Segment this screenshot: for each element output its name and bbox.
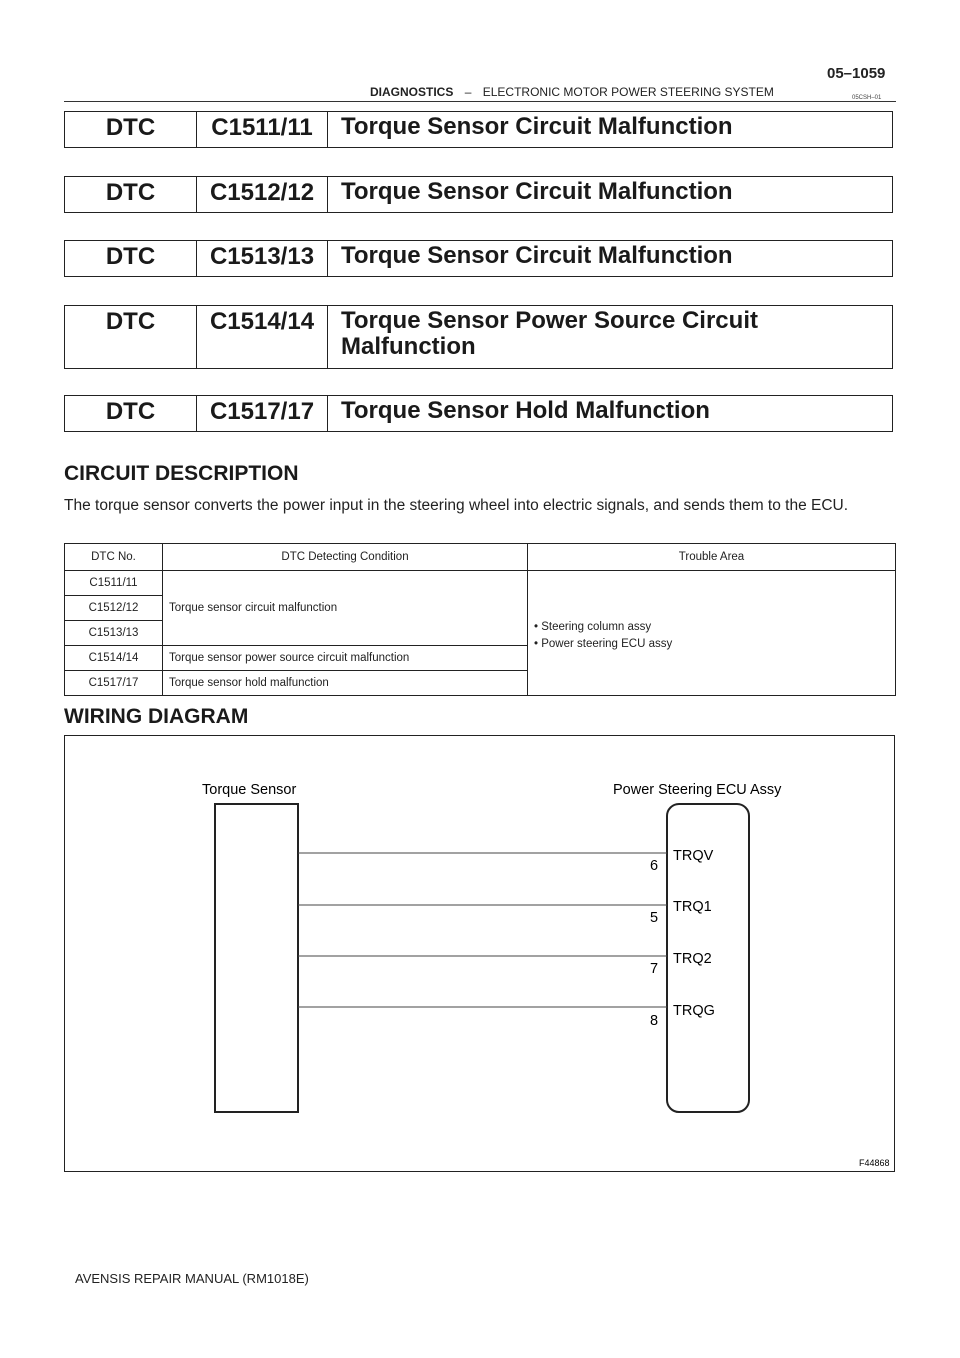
dtc-code: C1514/14 bbox=[197, 306, 328, 368]
dtc-prefix: DTC bbox=[65, 306, 197, 368]
doc-id: 05CSH–01 bbox=[852, 95, 882, 101]
dtc-title-box bbox=[64, 176, 893, 213]
dtc-no-cell: C1511/11 bbox=[65, 571, 163, 596]
dtc-no-cell: C1512/12 bbox=[65, 596, 163, 621]
col-header-condition: DTC Detecting Condition bbox=[163, 544, 528, 571]
dtc-code: C1513/13 bbox=[197, 241, 328, 276]
dtc-title: Torque Sensor Circuit Malfunction bbox=[341, 178, 733, 205]
dtc-title-line2: Malfunction bbox=[341, 333, 476, 360]
dtc-title-box bbox=[64, 305, 893, 369]
dtc-code: C1517/17 bbox=[197, 396, 328, 431]
header-subsection: ELECTRONIC MOTOR POWER STEERING SYSTEM bbox=[482, 85, 774, 99]
pin-number: 7 bbox=[650, 961, 659, 977]
condition-cell: Torque sensor circuit malfunction bbox=[163, 571, 528, 646]
trouble-area-item: • Power steering ECU assy bbox=[534, 638, 673, 650]
table-header-row bbox=[65, 544, 896, 571]
dtc-no-cell: C1513/13 bbox=[65, 621, 163, 646]
running-header bbox=[370, 85, 774, 99]
pin-number: 6 bbox=[650, 858, 659, 874]
dtc-no-cell: C1517/17 bbox=[65, 671, 163, 696]
dtc-code: C1512/12 bbox=[197, 177, 328, 212]
dtc-no-cell: C1514/14 bbox=[65, 646, 163, 671]
dtc-code: C1511/11 bbox=[197, 112, 328, 147]
wiring-diagram-heading: WIRING DIAGRAM bbox=[64, 705, 249, 728]
ecu-label: Power Steering ECU Assy bbox=[613, 782, 782, 798]
header-separator: – bbox=[464, 85, 472, 99]
page-number: 05–1059 bbox=[827, 65, 886, 82]
dtc-prefix: DTC bbox=[65, 396, 197, 431]
condition-cell: Torque sensor hold malfunction bbox=[163, 671, 528, 696]
pin-name: TRQG bbox=[673, 1003, 715, 1019]
wiring-diagram-svg bbox=[65, 736, 894, 1171]
figure-id: F44868 bbox=[859, 1158, 890, 1168]
dtc-prefix: DTC bbox=[65, 241, 197, 276]
dtc-title: Torque Sensor Circuit Malfunction bbox=[341, 242, 733, 269]
col-header-dtc-no: DTC No. bbox=[65, 544, 163, 571]
dtc-title-line1: Torque Sensor Power Source Circuit bbox=[341, 307, 758, 334]
header-rule bbox=[64, 101, 896, 102]
dtc-title-box bbox=[64, 111, 893, 148]
circuit-description-heading: CIRCUIT DESCRIPTION bbox=[64, 462, 299, 485]
dtc-title-box bbox=[64, 395, 893, 432]
trouble-area-item: • Steering column assy bbox=[534, 621, 652, 633]
pin-name: TRQ2 bbox=[673, 951, 712, 967]
dtc-title: Torque Sensor Circuit Malfunction bbox=[341, 113, 733, 140]
table-row bbox=[65, 571, 896, 596]
circuit-description-text: The torque sensor converts the power input in the steering wheel into electric signals, and sends them to the ECU. bbox=[64, 497, 849, 514]
pin-name: TRQ1 bbox=[673, 899, 712, 915]
trouble-area-cell bbox=[528, 571, 896, 696]
header-section: DIAGNOSTICS bbox=[370, 85, 454, 99]
pin-name: TRQV bbox=[673, 848, 714, 864]
dtc-prefix: DTC bbox=[65, 177, 197, 212]
torque-sensor-label: Torque Sensor bbox=[202, 782, 297, 798]
dtc-title: Torque Sensor Hold Malfunction bbox=[341, 397, 710, 424]
col-header-trouble-area: Trouble Area bbox=[528, 544, 896, 571]
dtc-title-box bbox=[64, 240, 893, 277]
dtc-prefix: DTC bbox=[65, 112, 197, 147]
footer: AVENSIS REPAIR MANUAL (RM1018E) bbox=[75, 1271, 309, 1286]
pin-number: 8 bbox=[650, 1013, 659, 1029]
torque-sensor-block bbox=[215, 804, 298, 1112]
dtc-title bbox=[328, 306, 892, 368]
dtc-table bbox=[64, 543, 896, 696]
pin-number: 5 bbox=[650, 910, 659, 926]
condition-cell: Torque sensor power source circuit malfunction bbox=[163, 646, 528, 671]
wiring-diagram bbox=[64, 735, 895, 1172]
